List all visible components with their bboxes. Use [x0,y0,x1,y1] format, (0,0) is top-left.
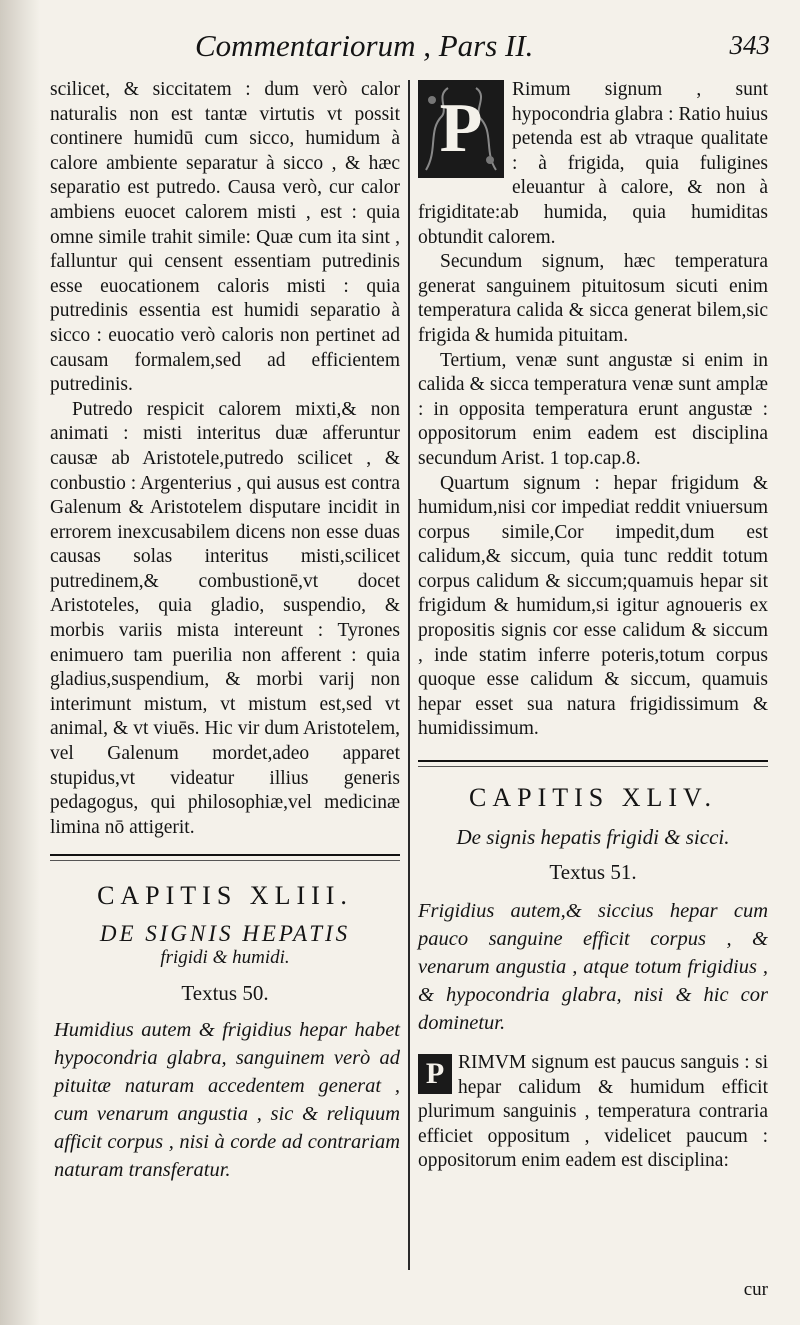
paragraph: Tertium, venæ sunt angustæ si enim in calida & sicca temperatura venæ sunt amplæ : in opposita temperatura erunt angustæ : oppositorum enim eadem est disciplina secundum Arist. 1 top.cap.8. [418,349,768,469]
running-header [195,28,770,68]
paragraph: Quartum signum : hepar frigidum & humidum,nisi cor impediat reddit vniuersum corpus simile,Cor impedit,dum est calidum,& siccum, quia tunc reddit totum corpus calidum & siccum;quamuis hepar sit frigidum & humidum,si igitur agnoueris ex propositis signis cor esse calidum & siccum , inde statim inferre poteris,totum corpus quoque esse calidum & siccum, quamuis hepar esset sua natura frigidissimum & humidissimum. [418,472,768,740]
text-quote: Frigidius autem,& siccius hepar cum pauco sanguine efficit corpus , & venarum angustia , atque totum frigidius , & hypocondria glabra, nisi & hic cor dominetur. [418,900,768,1035]
paragraph: Rimum signum , sunt hypocondria glabra : Ratio huius petenda est ab vtraque qualitate : à frigida, quia fuligines eleuantur à calore, & non à frigiditate:ab humida, quia humiditas obtundit calorem. [418,79,768,248]
initial-letter: P [439,89,483,167]
textus-label: Textus 51. [549,860,637,885]
catchword: cur [743,1279,768,1300]
paragraph: RIMVM signum est paucus sanguis : si hepar calidum & humidum efficit plurimum sanguinis , temperatura contraria efficiet oppositum , videlicet paucum : oppositorum enim eadem est disciplina: [418,1052,768,1172]
initial-letter: P [425,1056,445,1090]
right-column [418,78,768,1174]
page-gutter-shadow [0,0,40,1325]
left-column [50,78,400,1184]
decorated-initial [418,80,504,178]
decorated-initial-small [418,1054,452,1094]
paragraph: scilicet, & siccitatem : dum verò calor naturalis non est tantæ virtutis vt possit continere humidū cum sicco, humidum à calore ambiente separatur à sicco , & hæc separatio est putredo. Causa verò, cur calor ambiens euocet calorem misti , est : quia omne simile trahit simile: Quæ cum ita sint , falluntur qui censent essentiam putredinis esse euocationem caloris misti : quia putredinis essentia est humidi separatio à sicco : euocatio verò caloris non pertinet ad causam formalem,sed ad efficientem putredinis. [50,79,400,396]
section-rule [418,760,768,767]
chapter-subtitle: DE SIGNIS HEPATIS [99,921,351,947]
paragraph: Secundum signum, hæc temperatura generat sanguinem pituitosum sicuti enim temperatura calida & sicca generat bilem,sic frigida & humida pituitam. [418,251,768,346]
chapter-heading: CAPITIS XLIV. [469,783,717,813]
chapter-subtitle-2: frigidi & humidi. [160,947,290,969]
paragraph: Putredo respicit calorem mixti,& non animati : misti interitus duæ afferuntur causæ ab Aristotele,putredo scilicet , & conbustio : Argenterius , qui ausus est contra Galenum & Aristotelem disputare incidit in errorem inexcusabilem dicens non esse duas causas solas interitus misti,scilicet putredinem,& combustionē,vt docet Aristoteles, quia gladio, suspendio, & morbis variis mista intereunt : Tyrones enimuero tam puerilia non afferent : quia gladius,suspendium, & morbi varij non interimunt mistum, vt mistum est,sed vt animal, & vt viuēs. Hic vir dum Aristotelem, vel Galenum mordet,adeo apparet stupidus,vt videatur illius generis pedagogus, qui philosophiæ,vel medicinæ limina nō attigerit. [50,398,400,838]
running-title: Commentariorum , Pars II. [195,28,534,63]
column-divider [408,80,410,1270]
chapter-subtitle: De signis hepatis frigidi & sicci. [456,825,730,850]
chapter-heading: CAPITIS XLIII. [97,881,353,911]
section-rule [50,854,400,861]
textus-label: Textus 50. [181,981,269,1006]
page-number: 343 [729,30,770,60]
text-quote: Humidius autem & frigidius hepar habet hypocondria glabra, sanguinem verò ad pituitæ naturam accedentem generat , cum venarum angustia , sic & reliquum afficit corpus , nisi à corde ad contrariam naturam transferatur. [54,1019,400,1182]
